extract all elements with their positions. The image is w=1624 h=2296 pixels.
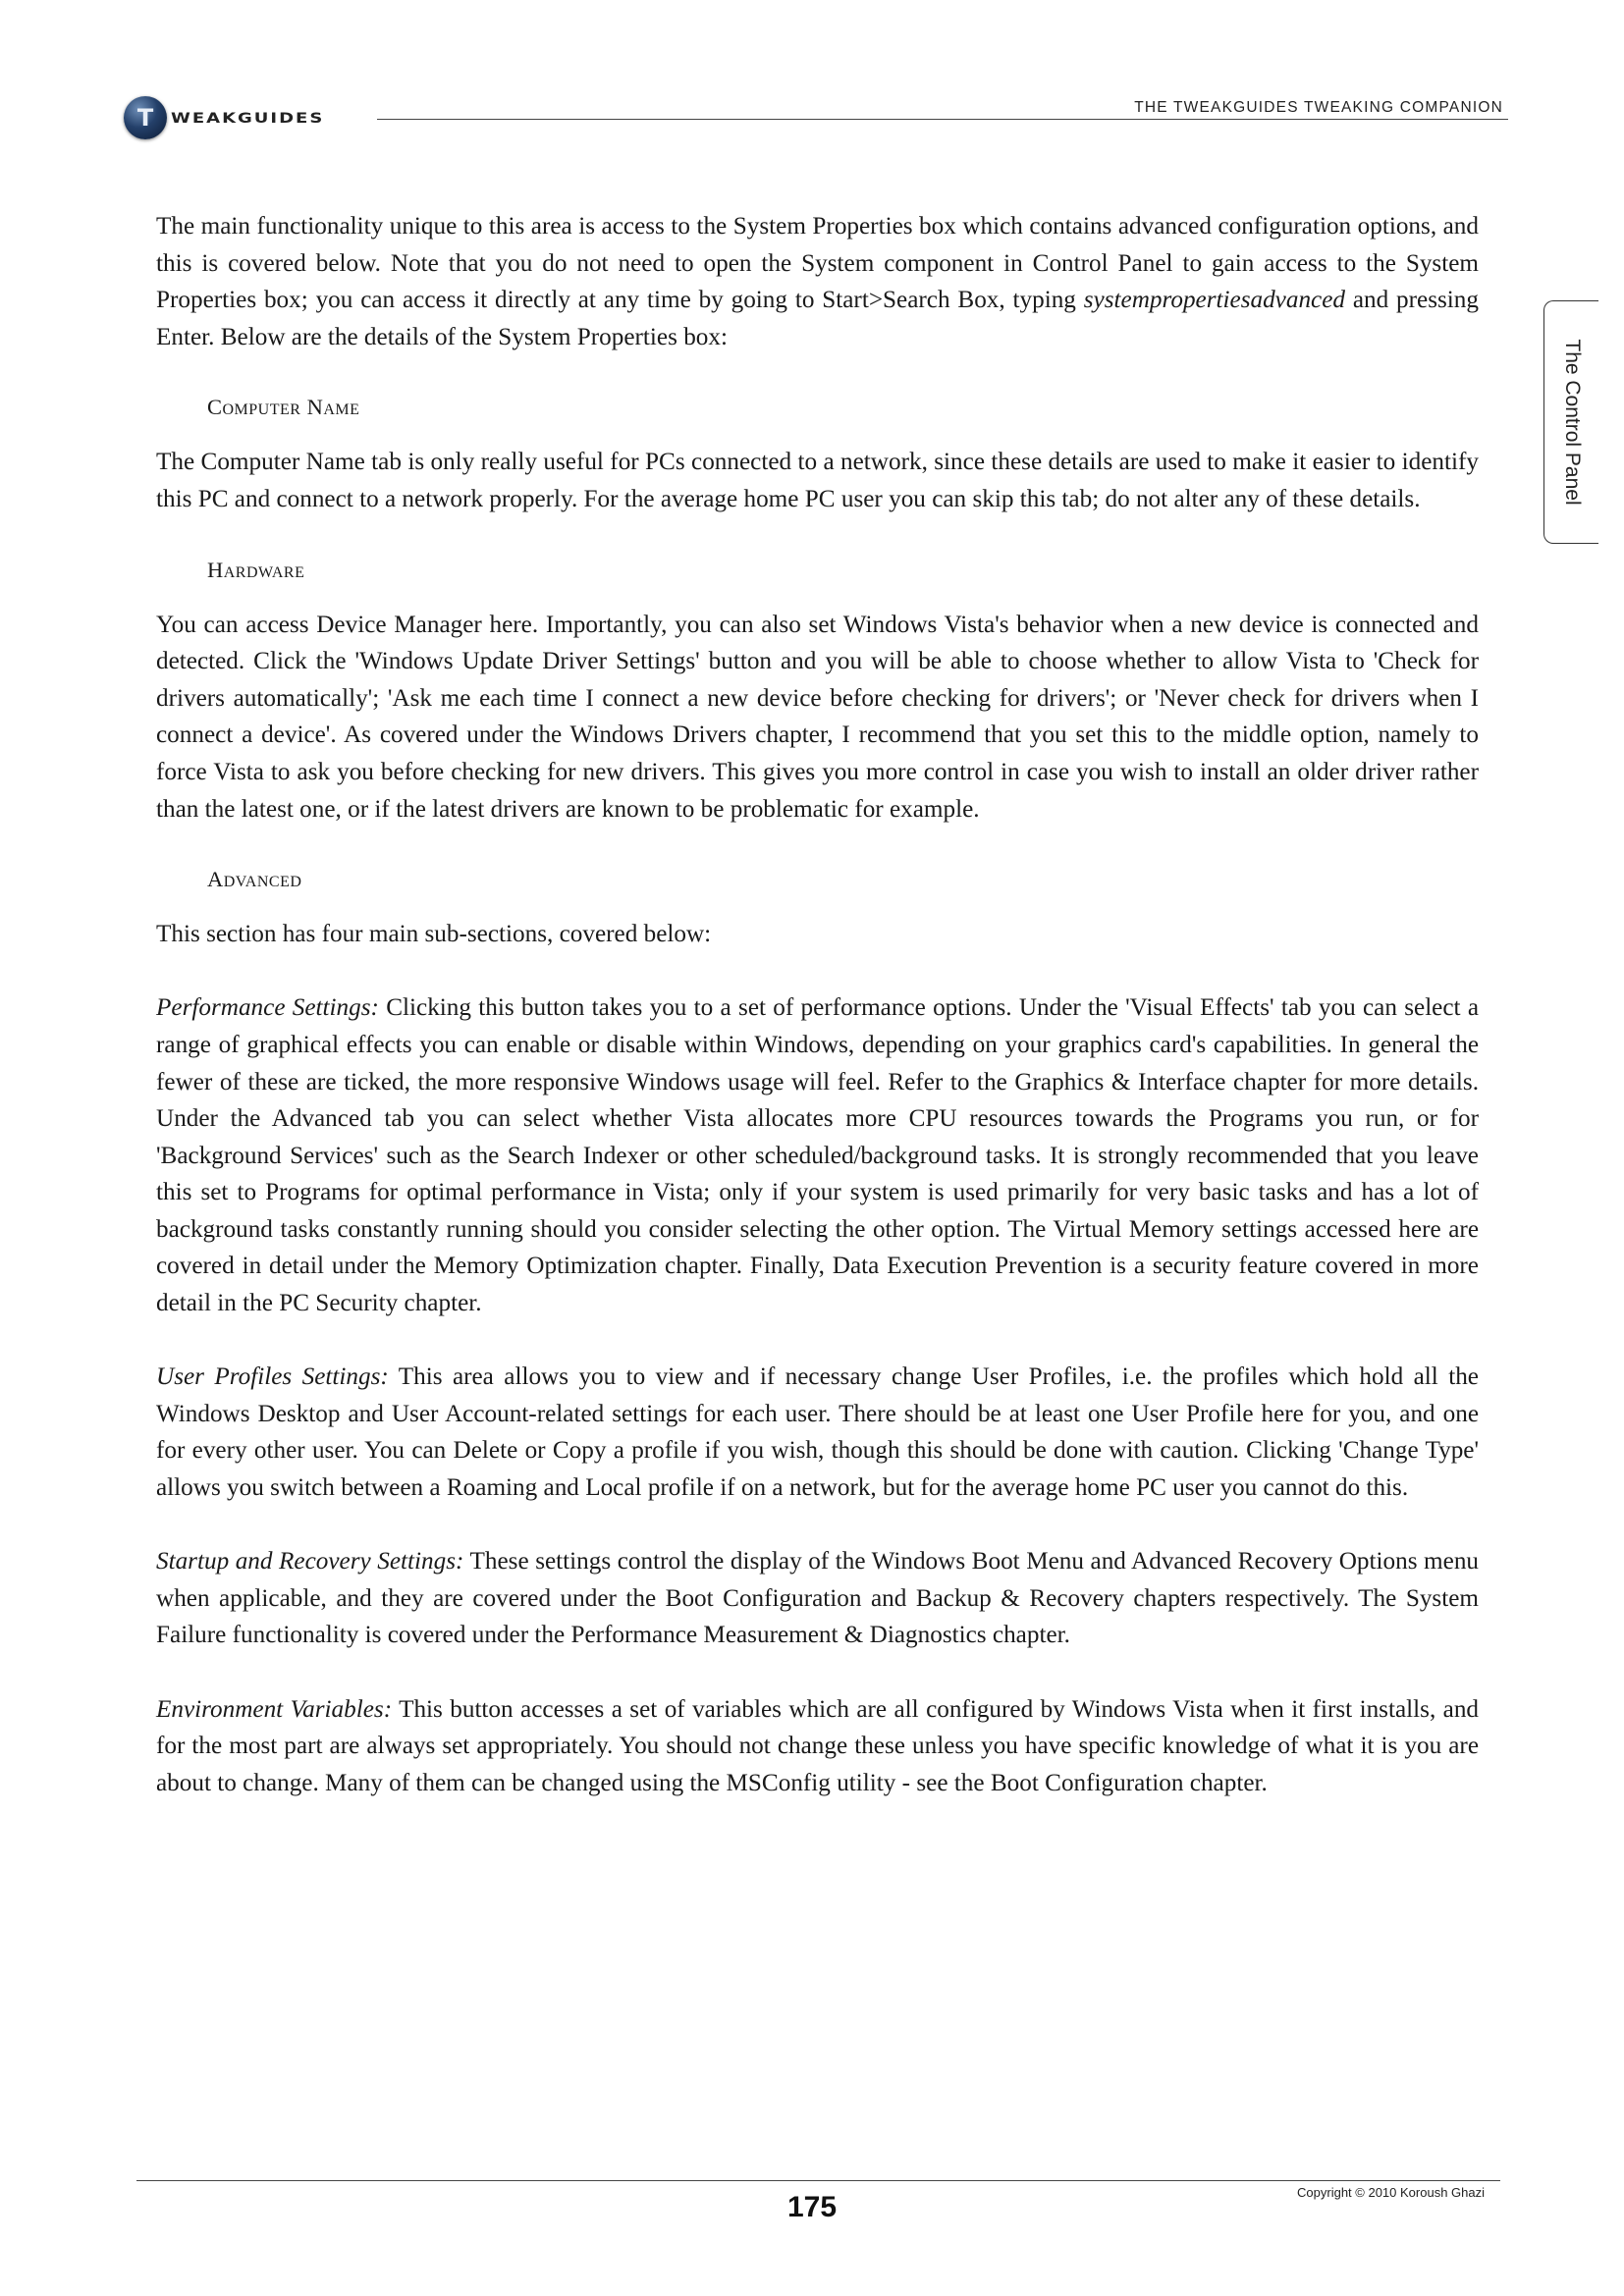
user-profiles-text: This area allows you to view and if necessary change User Profiles, i.e. the profiles which hold all the Windows Desktop and User Account-related settings for each user. There should be at least one User Profile here for you, and one for every other user. You can Delete or Copy a profile if you wish, though this should be done with caution. Clicking 'Change Type' allows you switch between a Roaming and Local profile if on a network, but for the average home PC user you cannot do this. [156, 1363, 1479, 1502]
globe-logo-icon [124, 96, 167, 139]
startup-recovery-paragraph [156, 1543, 1479, 1654]
logo-text: WEAKGUIDES [171, 109, 325, 127]
copyright-notice: Copyright © 2010 Koroush Ghazi [1297, 2185, 1485, 2200]
startup-recovery-text: These settings control the display of the Windows Boot Menu and Advanced Recovery Options menu when applicable, and they are covered under the Boot Configuration and Backup & Recovery chapters respectively. The System Failure functionality is covered under the Performance Measurement & Diagnostics chapter. [156, 1548, 1480, 1649]
computer-name-paragraph: The Computer Name tab is only really useful for PCs connected to a network, since these details are used to make it easier to identify this PC and connect to a network properly. For the average home PC user you can skip this tab; do not alter any of these details. [156, 449, 1479, 512]
chapter-side-tab-label: The Control Panel [1560, 339, 1584, 506]
intro-paragraph [156, 208, 1479, 355]
advanced-intro-paragraph: This section has four main sub-sections, covered below: [156, 921, 712, 948]
user-profiles-paragraph [156, 1359, 1479, 1506]
header-title: THE TWEAKGUIDES TWEAKING COMPANION [1134, 99, 1503, 116]
section-heading-hardware: Hardware [207, 557, 305, 582]
header-divider [377, 119, 1508, 120]
user-profiles-lead: User Profiles Settings: [156, 1363, 389, 1391]
environment-variables-paragraph [156, 1691, 1479, 1802]
chapter-side-tab [1543, 300, 1598, 544]
intro-text-1: The main functionality unique to this area is access to the System Properties box which contains advanced configuration options, and this is covered below. Note that you do not need to open the System component in Control Panel to gain access to the System Properties box; you can access it directly at any time by going to Start>Search Box, typing [156, 213, 1479, 314]
environment-variables-lead: Environment Variables: [156, 1695, 393, 1723]
hardware-paragraph: You can access Device Manager here. Importantly, you can also set Windows Vista's behavior when a new device is connected and detected. Click the 'Windows Update Driver Settings' button and you will be able to choose whether to allow Vista to 'Check for drivers automatically'; 'Ask me each time I connect a new device before checking for drivers'; or 'Never check for drivers when I connect a device'. As covered under the Windows Drivers chapter, I recommend that you set this to the middle option, namely to force Vista to ask you before checking for new drivers. This gives you more control in case you wish to install an older driver rather than the latest one, or if the latest drivers are known to be problematic for example. [156, 611, 1479, 823]
environment-variables-text: This button accesses a set of variables which are all configured by Windows Vista when it first installs, and for the most part are always set appropriately. You should not change these unless you have specific knowledge of what it is you are about to change. Many of them can be changed using the MSConfig utility - see the Boot Configuration chapter. [156, 1695, 1480, 1796]
logo-letter: T [136, 104, 154, 132]
page-body [156, 208, 1479, 1801]
command-text: systempropertiesadvanced [1083, 287, 1345, 314]
tweakguides-logo [124, 93, 324, 142]
intro-text-2: and pressing Enter. Below are the details of the System Properties box: [156, 287, 1479, 350]
section-heading-computer-name: Computer Name [207, 395, 360, 420]
footer-divider [136, 2180, 1500, 2181]
performance-settings-paragraph [156, 989, 1479, 1321]
startup-recovery-lead: Startup and Recovery Settings: [156, 1548, 464, 1575]
performance-settings-text: Clicking this button takes you to a set of performance options. Under the 'Visual Effects' tab you can select a range of graphical effects you can enable or disable within Windows, depending on your graphics card's capabilities. In general the fewer of these are ticked, the more responsive Windows usage will feel. Refer to the Graphics & Interface chapter for more details. Under the Advanced tab you can select whether Vista allocates more CPU resources towards the Programs you run, or for 'Background Services' such as the Search Indexer or other scheduled/background tasks. It is strongly recommended that you leave this set to Programs for optimal performance in Vista; only if your system is used primarily for very basic tasks and has a lot of background tasks constantly running should you consider selecting the other option. The Virtual Memory settings accessed here are covered in detail under the Memory Optimization chapter. Finally, Data Execution Prevention is a security feature covered in more detail in the PC Security chapter. [156, 994, 1480, 1317]
page-number: 175 [786, 2191, 838, 2223]
page-header [124, 93, 1508, 142]
section-heading-advanced: Advanced [207, 867, 302, 892]
performance-settings-lead: Performance Settings: [156, 994, 379, 1022]
